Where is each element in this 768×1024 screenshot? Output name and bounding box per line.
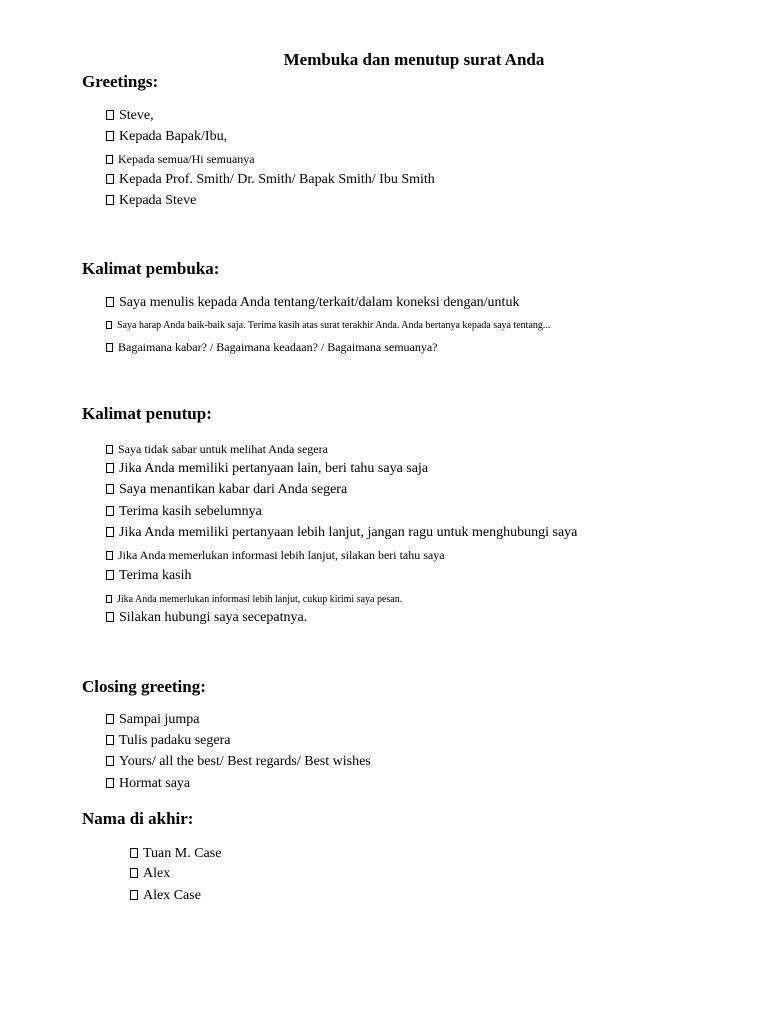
bullet-box-icon (106, 595, 112, 603)
bullet-box-icon (106, 506, 114, 516)
list-item (106, 150, 255, 168)
bullet-box-icon (106, 570, 114, 580)
list-item (106, 317, 550, 335)
bullet-box-icon (130, 890, 138, 900)
list-item-text: Silakan hubungi saya secepatnya. (119, 610, 308, 625)
list-item (106, 338, 438, 356)
list-item-text: Yours/ all the best/ Best regards/ Best wishes (119, 754, 371, 769)
list-item-text: Alex (143, 866, 171, 881)
bullet-box-icon (106, 445, 113, 454)
list-item (106, 481, 347, 499)
list-item-text: Saya menulis kepada Anda tentang/terkait/dalam koneksi dengan/untuk (119, 295, 520, 310)
list-item-text: Jika Anda memiliki pertanyaan lain, beri tahu saya saja (119, 461, 429, 476)
list-item-text: Jika Anda memerlukan informasi lebih lanjut, silakan beri tahu saya (118, 548, 445, 562)
list-item-text: Jika Anda memerlukan informasi lebih lanjut, cukup kirimi saya pesan. (117, 594, 403, 605)
list-item-text: Jika Anda memiliki pertanyaan lebih lanjut, jangan ragu untuk menghubungi saya (119, 525, 578, 540)
list-item-text: Tulis padaku segera (119, 733, 231, 748)
bullet-box-icon (106, 155, 113, 164)
closing-greeting-heading: Closing greeting: (82, 677, 206, 696)
list-item (106, 753, 371, 771)
opening-heading: Kalimat pembuka: (82, 259, 220, 278)
bullet-box-icon (106, 174, 114, 184)
list-item-text: Alex Case (143, 888, 201, 903)
list-item-text: Kepada Steve (119, 193, 197, 208)
name-heading: Nama di akhir: (82, 809, 194, 828)
list-item (106, 294, 519, 312)
list-item (106, 775, 190, 793)
bullet-box-icon (106, 612, 114, 622)
bullet-box-icon (106, 321, 112, 329)
greetings-heading: Greetings: (82, 72, 159, 91)
list-item (106, 732, 230, 750)
closing-sentences-heading: Kalimat penutup: (82, 404, 212, 423)
bullet-box-icon (106, 195, 114, 205)
bullet-box-icon (106, 714, 114, 724)
bullet-box-icon (130, 848, 138, 858)
list-item (106, 192, 196, 210)
bullet-box-icon (106, 110, 114, 120)
list-item (106, 440, 328, 458)
list-item (106, 107, 154, 125)
bullet-box-icon (106, 551, 113, 560)
bullet-box-icon (106, 297, 114, 307)
list-item-text: Saya tidak sabar untuk melihat Anda segera (118, 442, 328, 456)
bullet-box-icon (106, 343, 113, 352)
list-item (106, 171, 435, 189)
list-item (106, 609, 307, 627)
list-item-text: Saya harap Anda baik-baik saja. Terima kasih atas surat terakhir Anda. Anda bertanya kepada saya tentang... (117, 320, 551, 331)
list-item (106, 567, 192, 585)
list-item-text: Kepada Prof. Smith/ Dr. Smith/ Bapak Smith/ Ibu Smith (119, 172, 435, 187)
bullet-box-icon (106, 778, 114, 788)
list-item-text: Hormat saya (119, 776, 191, 791)
page-title: Membuka dan menutup surat Anda (283, 50, 545, 69)
bullet-box-icon (106, 463, 114, 473)
list-item (106, 460, 428, 478)
list-item-text: Sampai jumpa (119, 712, 200, 727)
bullet-box-icon (106, 527, 114, 537)
list-item-text: Kepada Bapak/Ibu, (119, 129, 228, 144)
list-item-text: Tuan M. Case (143, 846, 222, 861)
list-item (106, 524, 577, 542)
list-item-text: Saya menantikan kabar dari Anda segera (119, 482, 348, 497)
list-item (106, 711, 200, 729)
bullet-box-icon (106, 484, 114, 494)
list-item (106, 546, 445, 564)
list-item-text: Kepada semua/Hi semuanya (118, 152, 255, 166)
list-item-text: Terima kasih sebelumnya (119, 504, 262, 519)
list-item (130, 865, 170, 883)
list-item (130, 887, 201, 905)
list-item (106, 591, 402, 609)
list-item (106, 503, 262, 521)
bullet-box-icon (130, 868, 138, 878)
list-item (106, 128, 227, 146)
list-item-text: Steve, (119, 108, 154, 123)
list-item (130, 845, 221, 863)
bullet-box-icon (106, 131, 114, 141)
bullet-box-icon (106, 735, 114, 745)
list-item-text: Terima kasih (119, 568, 192, 583)
bullet-box-icon (106, 756, 114, 766)
list-item-text: Bagaimana kabar? / Bagaimana keadaan? / Bagaimana semuanya? (118, 340, 438, 354)
